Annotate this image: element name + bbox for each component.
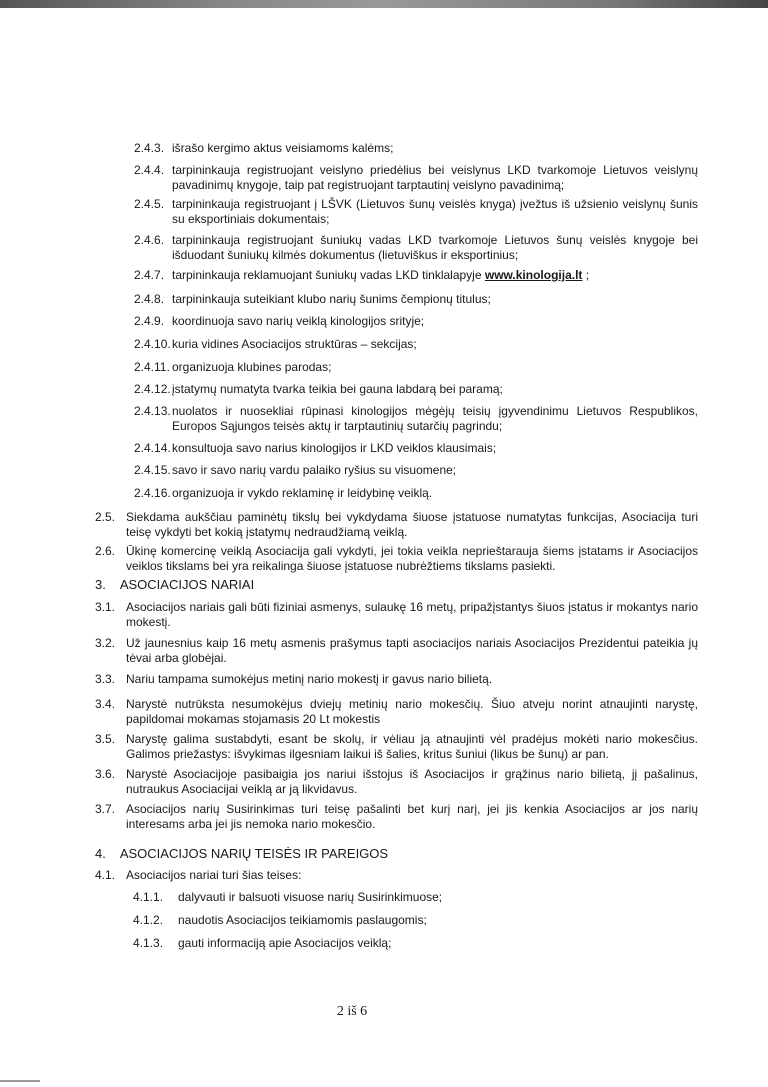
list-item [134, 233, 698, 263]
list-item [134, 382, 698, 397]
list-item [95, 544, 698, 574]
item-number: 3.1. [95, 600, 116, 614]
item-text: įstatymų numatyta tvarka teikia bei gauna labdarą bei paramą; [172, 382, 503, 396]
item-text: Asociacijos nariais gali būti fiziniai asmenys, sulaukę 16 metų, pripažįstantys šiuos įstatus ir mokantys nario mokestį. [126, 600, 698, 629]
item-number: 2.4.16. [134, 486, 171, 500]
item-text: Asociacijos nariai turi šias teises: [126, 868, 302, 882]
item-number: 3.2. [95, 636, 116, 650]
item-text: Asociacijos narių Susirinkimas turi teisę pašalinti bet kurį narį, jei jis kenkia Asociacijos ar jos narių interesams arba jei jis nemoka nario mokesčio. [126, 802, 698, 831]
list-item [134, 292, 698, 307]
item-text: Ūkinę komercinę veiklą Asociacija gali vykdyti, jei tokia veikla neprieštarauja šiems įstatams ir Asociacijos veiklos tikslams bei yra reikalinga šiuose įstatuose nubrėžtiems tikslams pasiekti. [126, 544, 698, 573]
list-item [134, 314, 698, 329]
item-number: 2.4.14. [134, 441, 171, 455]
item-text: Nariu tampama sumokėjus metinį nario mokestį ir gavus nario bilietą. [126, 672, 493, 686]
kinologija-link[interactable]: www.kinologija.lt [484, 268, 583, 282]
section-number: 3. [95, 577, 106, 592]
list-item [95, 672, 698, 687]
item-text: tarpininkauja reklamuojant šuniukų vadas LKD tinklalapyje [172, 268, 482, 282]
item-text: organizuoja klubines parodas; [172, 360, 332, 374]
item-number: 3.3. [95, 672, 116, 686]
list-item [134, 360, 698, 375]
item-number: 2.4.3. [134, 141, 165, 155]
list-item [95, 868, 698, 883]
list-item [95, 510, 698, 540]
list-item [95, 802, 698, 832]
list-item [95, 636, 698, 666]
list-item [134, 163, 698, 193]
item-number: 2.4.4. [134, 163, 165, 177]
list-item [95, 732, 698, 762]
list-item [95, 697, 698, 727]
scan-mark [0, 1080, 40, 1082]
item-number: 3.5. [95, 732, 116, 746]
section-title: ASOCIACIJOS NARIŲ TEISĖS IR PAREIGOS [119, 846, 389, 861]
item-number: 3.4. [95, 697, 116, 711]
item-number: 2.4.10. [134, 337, 171, 351]
item-number: 4.1. [95, 868, 116, 882]
item-text-suffix: ; [582, 268, 590, 282]
item-text: tarpininkauja registruojant į LŠVK (Lietuvos šunų veislės knyga) įvežtus iš užsienio veislynų šunis su eksportiniais dokumentais; [172, 197, 698, 226]
item-number: 2.5. [95, 510, 116, 524]
list-item [134, 141, 698, 156]
item-text: tarpininkauja suteikiant klubo narių šunims čempionų titulus; [172, 292, 491, 306]
page-number: 2 iš 6 [336, 1004, 368, 1019]
section-heading-4 [95, 846, 388, 861]
item-number: 2.4.12. [134, 382, 171, 396]
item-number: 3.7. [95, 802, 116, 816]
item-text: naudotis Asociacijos teikiamomis paslaugomis; [178, 913, 427, 927]
list-item [134, 486, 698, 501]
item-number: 2.4.7. [134, 268, 165, 282]
section-heading-3 [95, 577, 254, 592]
item-number: 2.4.15. [134, 463, 171, 477]
list-item [133, 890, 698, 905]
item-text: organizuoja ir vykdo reklaminę ir leidybinę veiklą. [172, 486, 433, 500]
item-number: 2.4.9. [134, 314, 165, 328]
item-number: 3.6. [95, 767, 116, 781]
item-text: tarpininkauja registruojant šuniukų vadas LKD tvarkomoje Lietuvos šunų veislės knygoje bei išduodant šuniukų kilmės dokumentus (lietuviškus ir eksportinius; [172, 233, 698, 262]
item-text: konsultuoja savo narius kinologijos ir LKD veiklos klausimais; [172, 441, 497, 455]
item-text: Narystė Asociacijoje pasibaigia jos nariui išstojus iš Asociacijos ir grąžinus nario bilietą, jį pašalinus, nutraukus Asociacijai veiklą ar ją likvidavus. [126, 767, 698, 796]
item-number: 4.1.3. [133, 936, 164, 950]
list-item [134, 197, 698, 227]
list-item [134, 268, 698, 283]
list-item [95, 600, 698, 630]
item-text: Siekdama aukščiau paminėtų tikslų bei vykdydama šiuose įstatuose numatytas funkcijas, Asociacija turi teisę vykdyti bet kokią įstatymų nedraudžiamą veiklą. [126, 510, 698, 539]
item-text: išrašo kergimo aktus veisiamoms kalėms; [172, 141, 394, 155]
list-item [133, 913, 698, 928]
item-text: gauti informaciją apie Asociacijos veiklą; [178, 936, 392, 950]
item-text: Narystę galima sustabdyti, esant be skolų, ir vėliau ją atnaujinti vėl pradėjus mokėti nario mokesčius. Galimos priežastys: išvykimas ilgesniam laikui iš šalies, kritus šuniui (likus be šunų) ar pan. [126, 732, 698, 761]
item-number: 2.4.5. [134, 197, 165, 211]
item-number: 2.6. [95, 544, 116, 558]
item-number: 2.4.8. [134, 292, 165, 306]
item-number: 2.4.11. [134, 360, 170, 374]
list-item [134, 463, 698, 478]
item-text: Už jaunesnius kaip 16 metų asmenis prašymus tapti asociacijos nariais Asociacijos Prezidentui pateikia jų tėvai arba globėjai. [126, 636, 698, 665]
item-text: kuria vidines Asociacijos struktūras – sekcijas; [172, 337, 417, 351]
item-number: 4.1.1. [133, 890, 164, 904]
item-text: savo ir savo narių vardu palaiko ryšius su visuomene; [172, 463, 457, 477]
item-number: 4.1.2. [133, 913, 164, 927]
list-item [134, 441, 698, 456]
list-item [134, 404, 698, 434]
item-number: 2.4.13. [134, 404, 171, 418]
item-text: tarpininkauja registruojant veislyno priedėlius bei veislynus LKD tvarkomoje Lietuvos veislynų pavadinimų knygoje, taip pat registruojant tarptautinį veislyno pavadinimą; [172, 163, 698, 192]
list-item [95, 767, 698, 797]
list-item [134, 337, 698, 352]
scan-edge [0, 0, 768, 8]
section-title: ASOCIACIJOS NARIAI [119, 577, 255, 592]
item-text: dalyvauti ir balsuoti visuose narių Susirinkimuose; [178, 890, 443, 904]
item-text: koordinuoja savo narių veiklą kinologijos srityje; [172, 314, 425, 328]
item-text: Narystė nutrūksta nesumokėjus dviejų metinių nario mokesčių. Šiuo atveju norint atnaujinti narystę, papildomai mokamas stojamasis 20 Lt mokestis [126, 697, 698, 726]
item-number: 2.4.6. [134, 233, 165, 247]
list-item [133, 936, 698, 951]
section-number: 4. [95, 846, 106, 861]
item-text: nuolatos ir nuosekliai rūpinasi kinologijos mėgėjų teisių įgyvendinimu Lietuvos Respublikos, Europos Sąjungos teisės aktų ir tarptautinių sutarčių pagrindu; [172, 404, 698, 433]
